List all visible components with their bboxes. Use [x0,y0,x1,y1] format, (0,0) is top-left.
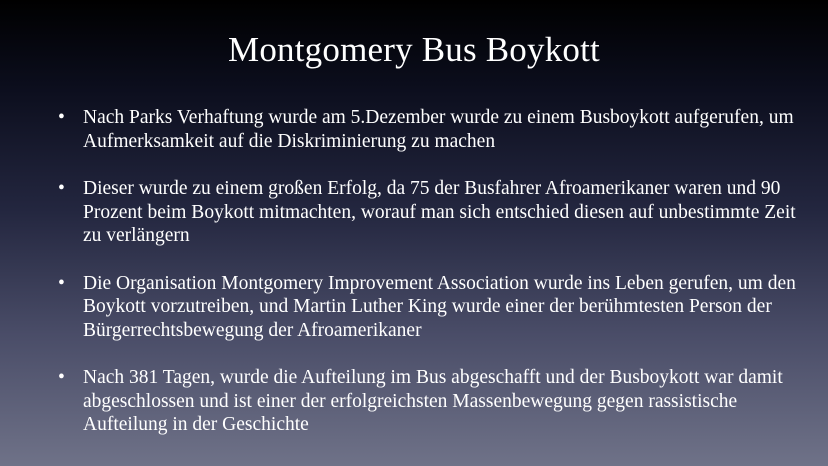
bullet-icon: • [58,178,65,199]
bullet-icon: • [58,107,65,128]
bullet-item [58,272,798,343]
bullet-item [58,106,798,153]
bullet-icon: • [58,367,65,388]
bullet-text: Nach Parks Verhaftung wurde am 5.Dezember wurde zu einem Busboykott aufgerufen, um Aufmerksamkeit auf die Diskriminierung zu machen [83,107,794,152]
bullet-text: Nach 381 Tagen, wurde die Aufteilung im Bus abgeschafft und der Busboykott war damit abgeschlossen und ist einer der erfolgreichsten Massenbewegung gegen rassistische Aufteilung in der Geschichte [83,367,783,435]
bullet-item [58,177,798,248]
bullet-icon: • [58,272,65,294]
bullet-item [58,366,798,437]
slide-title: Montgomery Bus Boykott [228,30,600,69]
bullet-text: Die Organisation Montgomery Improvement Association wurde ins Leben gerufen, um den Boykott vorzutreiben, und Martin Luther King wurde einer der berühmtesten Person der Bürgerrechtsbewegung der Afroamerikaner [83,272,796,341]
bullet-text: Dieser wurde zu einem großen Erfolg, da 75 der Busfahrer Afroamerikaner waren und 90 Prozent beim Boykott mitmachten, worauf man sich entschied diesen auf unbestimmte Zeit zu verlängern [83,178,796,246]
bullet-list [58,106,798,461]
